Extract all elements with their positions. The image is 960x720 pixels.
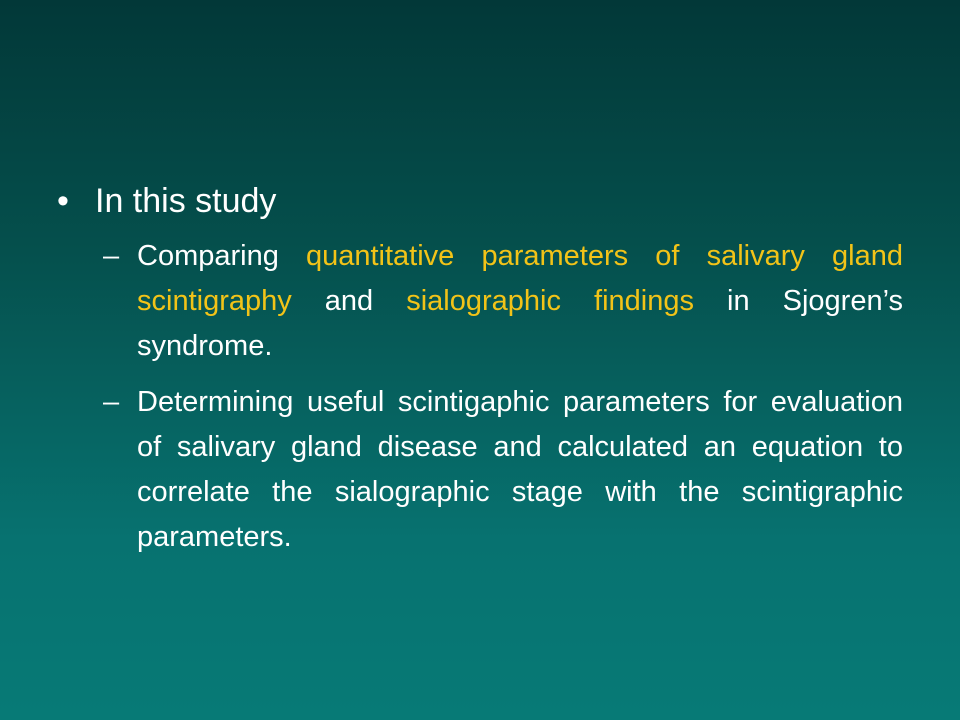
main-bullet	[57, 178, 276, 224]
bullet-icon: •	[57, 182, 69, 220]
sub-bullet-determining	[103, 380, 903, 560]
highlight-sialographic-findings: sialographic findings	[406, 285, 694, 317]
main-bullet-text: In this study	[95, 182, 277, 220]
highlight-scintigraphy-parameters: quantitative parameters of salivary gland scintigraphy	[137, 240, 903, 317]
text-segment: and	[291, 285, 407, 317]
text-segment: in Sjogren’s syndrome.	[137, 285, 904, 362]
sub-bullet-text: Determining useful scintigaphic parameters for evaluation of salivary gland disease and calculated an equation to correlate the sialographic stage with the scintigraphic parameters.	[137, 386, 903, 553]
text-segment: Comparing	[137, 240, 306, 272]
dash-icon: –	[103, 386, 120, 418]
dash-icon: –	[103, 240, 120, 272]
sub-bullet-text	[137, 234, 903, 369]
sub-bullet-comparing	[103, 234, 903, 369]
